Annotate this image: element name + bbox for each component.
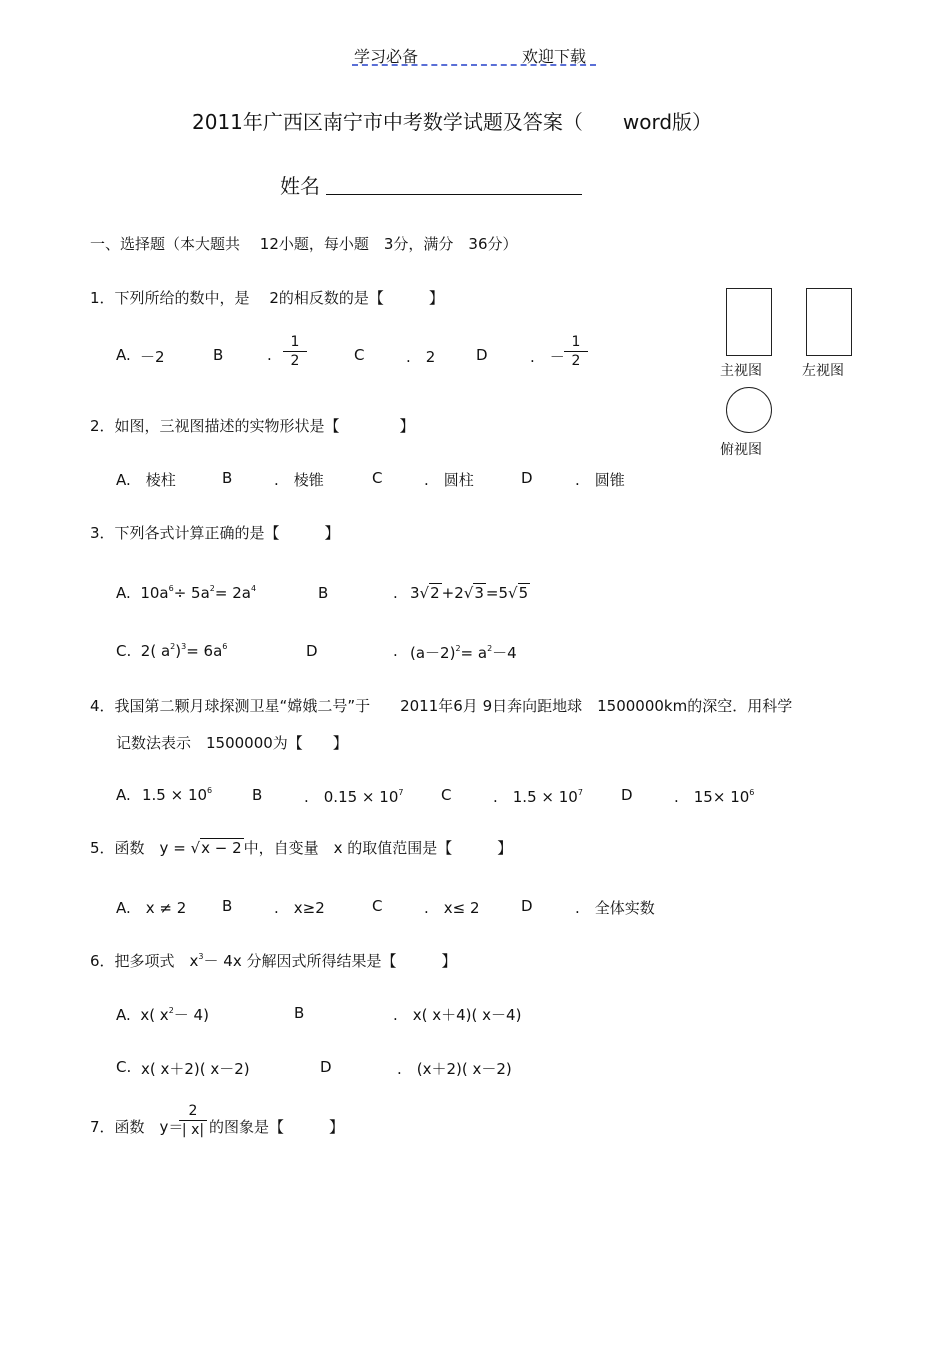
q2-option-a: A. 棱柱: [116, 471, 176, 489]
q3-option-d: [410, 642, 517, 663]
q2-option-c-value: . 圆柱: [424, 471, 474, 489]
q3-option-d-label: D: [306, 642, 318, 660]
q5-stem: 5．函数 y = √x − 2 中，自变量 x 的取值范围是【 】: [90, 839, 513, 857]
q1-d-fraction-bar: [564, 351, 588, 352]
q2-option-b-value: . 棱锥: [274, 471, 324, 489]
q1-d-denominator: 2: [571, 353, 581, 369]
header-right: 欢迎下载: [522, 47, 587, 66]
q5-option-d-label: D: [521, 897, 533, 915]
q3-a-term3: = 2a: [214, 584, 251, 602]
q3-c-exp2: 3: [181, 642, 187, 651]
q6-a-label: A.: [116, 1006, 131, 1024]
q2-stem: 2．如图，三视图描述的实物形状是【 】: [90, 417, 415, 435]
q5-option-b-value: . x≥2: [274, 899, 325, 917]
q1-b-numerator: 1: [290, 334, 300, 350]
q3-c-term3: = 6a: [186, 642, 223, 660]
header-underline: [352, 64, 596, 66]
q6-stem-suffix: － 4x 分解因式所得结果是【 】: [203, 952, 457, 970]
q6-option-b-value: . x( x＋4)( x－4): [393, 1006, 522, 1024]
q5-stem-prefix: 5．函数 y =: [90, 839, 186, 857]
q6-a-exp: 2: [168, 1006, 174, 1015]
q3-d-term3: －4: [492, 644, 517, 662]
q3-b-coef2: +2: [441, 584, 464, 602]
q6-a-term1: x( x: [140, 1006, 169, 1024]
q7-stem-suffix: 的图象是【 】: [209, 1118, 345, 1136]
q3-b-radicand1: 2: [430, 584, 440, 602]
q4-option-a-label: A.: [116, 786, 131, 804]
q3-a-exp2: 2: [209, 584, 215, 593]
q5-option-a: A. x ≠ 2: [116, 899, 187, 917]
q3-option-b-label: B: [318, 584, 329, 602]
q2-option-b-label: B: [222, 469, 233, 487]
q1-option-b-label: B: [213, 346, 224, 364]
q4-option-c-label: C: [441, 786, 452, 804]
q2-option-d-value: . 圆锥: [575, 471, 625, 489]
q4-d-base: . 15× 10: [674, 788, 750, 806]
q1-option-c-label: C: [354, 346, 365, 364]
q1-d-numerator: 1: [571, 334, 581, 350]
q3-stem: 3．下列各式计算正确的是【 】: [90, 524, 340, 542]
q3-a-exp1: 6: [168, 584, 174, 593]
q4-stem-line2: 记数法表示 1500000为【 】: [116, 734, 348, 752]
q4-option-b-label: B: [252, 786, 263, 804]
q4-option-b: [304, 786, 403, 807]
q3-option-d-dot: .: [393, 642, 398, 660]
q6-option-b-label: B: [294, 1004, 305, 1022]
q3-d-exp2: 2: [487, 644, 493, 653]
q1-option-d-fraction: [564, 334, 588, 369]
q1-option-d-prefix: . －: [530, 348, 565, 366]
q4-option-d-label: D: [621, 786, 633, 804]
q7-fraction: [179, 1103, 207, 1138]
q3-option-c: [116, 642, 227, 660]
top-view-circle: [726, 387, 772, 433]
q1-b-fraction-bar: [283, 351, 307, 352]
q1-option-b-dot: .: [267, 346, 272, 364]
q3-a-term1: 10a: [140, 584, 169, 602]
q5-stem-suffix: 中，自变量 x 的取值范围是【 】: [243, 839, 513, 857]
name-label: 姓名: [280, 174, 320, 198]
q5-option-d-value: . 全体实数: [575, 899, 655, 917]
q6-option-d-value: . (x＋2)( x－2): [397, 1060, 512, 1078]
q6-option-d-label: D: [320, 1058, 332, 1076]
q1-option-d-label: D: [476, 346, 488, 364]
q4-b-exp: 7: [398, 788, 404, 797]
q6-stem: [90, 950, 456, 971]
q7-denominator: | x|: [181, 1122, 205, 1138]
q7-stem-prefix: 7．函数 y＝: [90, 1118, 184, 1136]
q6-option-c-label: C.: [116, 1058, 132, 1076]
q4-option-a: [142, 786, 212, 804]
name-blank-line: [326, 194, 582, 195]
front-view-label: 主视图: [720, 363, 762, 379]
q4-c-base: . 1.5 × 10: [493, 788, 578, 806]
q1-b-denominator: 2: [290, 353, 300, 369]
q3-option-b: 3√2 +2√3 =5√5: [410, 584, 529, 602]
page-title: 2011年广西区南宁市中考数学试题及答案（ word版）: [192, 110, 713, 134]
left-view-rect: [806, 288, 852, 356]
q5-option-c-value: . x≤ 2: [424, 899, 480, 917]
q4-d-exp: 6: [749, 788, 755, 797]
q3-option-a: [116, 584, 256, 602]
q3-b-coef3: =5: [485, 584, 509, 602]
q4-a-base: 1.5 × 10: [142, 786, 208, 804]
q3-b-radicand3: 5: [518, 584, 529, 602]
q2-option-c-label: C: [372, 469, 383, 487]
q3-c-term2: ): [175, 642, 182, 660]
q5-option-c-label: C: [372, 897, 383, 915]
front-view-rect: [726, 288, 772, 356]
q1-option-a-value: －2: [140, 348, 165, 366]
q3-d-term2: = a: [460, 644, 488, 662]
q4-option-c: [493, 786, 583, 807]
q3-c-term1: 2( a: [140, 642, 171, 660]
q3-a-label: A.: [116, 584, 131, 602]
header-left: 学习必备: [354, 47, 419, 66]
q6-stem-prefix: 6．把多项式 x: [90, 952, 199, 970]
q7-fraction-bar: [179, 1120, 207, 1121]
q3-c-exp1: 2: [170, 642, 176, 651]
q5-option-b-label: B: [222, 897, 233, 915]
q3-b-radicand2: 3: [474, 584, 484, 602]
q3-d-term1: (a－2): [410, 644, 456, 662]
q1-option-b-fraction: [283, 334, 307, 369]
q3-c-label: C.: [116, 642, 132, 660]
q4-stem-line1: 4．我国第二颗月球探测卫星“嫦娥二号”于 2011年6月 9日奔向距地球 1500000km的深空．用科学: [90, 697, 793, 715]
top-view-label: 俯视图: [720, 442, 762, 458]
q3-b-coef1: 3: [410, 584, 420, 602]
q2-option-d-label: D: [521, 469, 533, 487]
q1-option-a-label: A.: [116, 346, 131, 364]
section-heading: 一、选择题（本大题共 12小题，每小题 3分，满分 36分）: [90, 235, 518, 253]
q4-c-exp: 7: [577, 788, 583, 797]
q6-option-c-value: x( x＋2)( x－2): [141, 1060, 250, 1078]
q3-d-exp1: 2: [455, 644, 461, 653]
q6-stem-exp: 3: [198, 952, 204, 961]
left-view-label: 左视图: [802, 363, 844, 379]
q4-option-d: [674, 786, 754, 807]
q6-a-term2: － 4): [173, 1006, 209, 1024]
q3-option-b-dot: .: [393, 584, 398, 602]
q3-a-term2: ÷ 5a: [173, 584, 210, 602]
q1-stem: 1．下列所给的数中，是 2的相反数的是【 】: [90, 289, 444, 307]
q7-numerator: 2: [188, 1103, 198, 1119]
q3-c-exp3: 6: [222, 642, 228, 651]
q4-a-exp: 6: [207, 786, 213, 795]
q5-radicand: x − 2: [201, 839, 242, 857]
q4-b-base: . 0.15 × 10: [304, 788, 399, 806]
q6-option-a: [116, 1004, 209, 1025]
q3-a-exp3: 4: [250, 584, 257, 593]
q1-option-c-value: . 2: [406, 348, 436, 366]
